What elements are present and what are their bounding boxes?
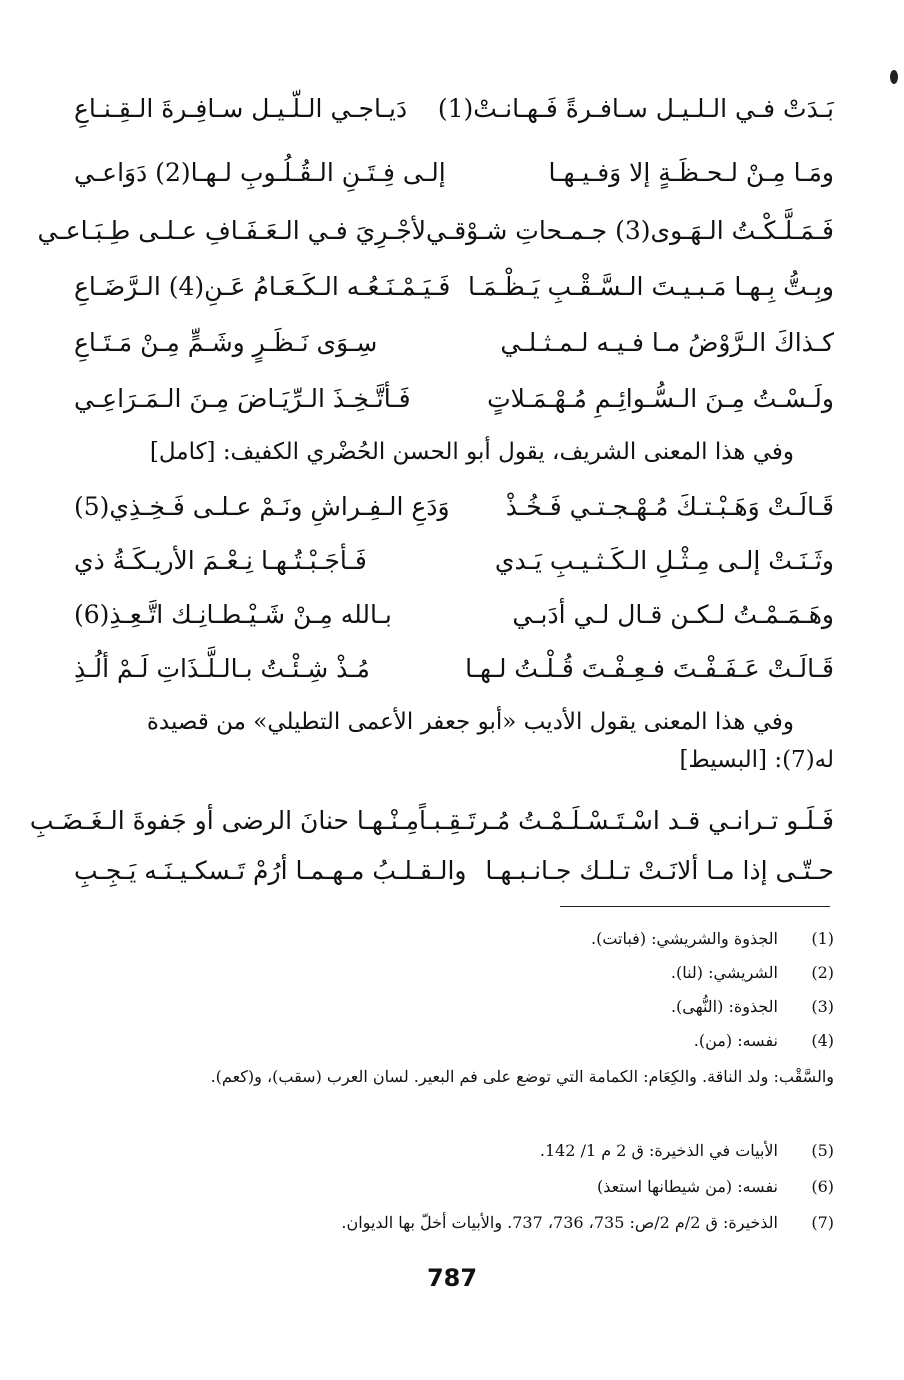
page-number: 787 (426, 1264, 478, 1292)
verse-line (37, 210, 834, 250)
footnote-number: (1) (811, 928, 834, 948)
hemistich-second: سِـوَى نَـظَـرٍ وشَـمٍّ مِـنْ مَـتَـاعِ (74, 327, 378, 357)
footnote-number: (5) (811, 1140, 834, 1160)
verse-line (74, 378, 834, 418)
footnote (74, 992, 834, 1020)
footnote-number: (3) (811, 996, 834, 1016)
hemistich-first: وثَـنَـتْ إلـى مِـثْـلِ الـكَـثـيـبِ يَـدي (494, 545, 834, 575)
footnote-continuation: والسَّقْب: ولد الناقة. والكِعَام: الكمامة التي توضع على فم البعير. لسان العرب (سقب)، و(كعم). (210, 1067, 834, 1086)
hemistich-first: فَـمَـلَّـكْـتُ الـهَـوى(3) جـمـحاتِ شـوْقـي (426, 215, 834, 245)
footnote-text: نفسه: (من شيطانها استعذ) (596, 1176, 778, 1196)
hemistich-first: وبِـتُّ بِـهـا مَـبـيـتَ الـسَّـقْـبِ يَـظْـمَـا (468, 271, 834, 301)
footnote (74, 1026, 834, 1054)
verse-line (74, 648, 834, 688)
verse-line (74, 322, 834, 362)
footnote (74, 1208, 834, 1236)
footnote-text: الشريشي: (لنا). (670, 962, 778, 982)
hemistich-first: قَـالَـتْ وَهَـبْـتـكَ مُـهْـجـتـي فَـخُـذْ (505, 491, 834, 521)
intro-paragraph: وفي هذا المعنى يقول الأديب «أبو جعفر الأعمى التطيلي» من قصيدة (146, 709, 794, 735)
hemistich-first: كـذاكَ الـرَّوْضُ مـا فـيـه لـمـثـلـي (500, 327, 834, 357)
verse-line (74, 486, 834, 526)
verse-line (74, 266, 834, 306)
verse-line (74, 152, 834, 192)
footnote-text: الأبيات في الذخيرة: ق 2 م 1/ 142. (539, 1140, 778, 1160)
footnote (74, 1172, 834, 1200)
footnote-number: (6) (811, 1176, 834, 1196)
hemistich-second: مُـذْ شِـئْـتُ بـالـلَّـذَاتِ لَـمْ ألُـذِ (74, 653, 370, 683)
verse-line (74, 850, 834, 890)
hemistich-second: مِـنْـهـا حنانَ الرضى أو جَفوةَ الـغَـضَـبِ (29, 805, 419, 835)
hemistich-first: بَـدَتْ فـي الـلـيـل سـافـرةً فَـهـانـتْ(1) (437, 93, 834, 123)
hemistich-second: والـقـلـبُ مـهـمـا أرُمْ تَـسكـيـنَـه يَـجِـبِ (74, 855, 467, 885)
footnote-number: (7) (811, 1212, 834, 1232)
hemistich-second: دَيـاجـي الـلّـيـل سـافِـرةَ الـقِـنـاعِ (74, 93, 408, 123)
verse-line (74, 594, 834, 634)
hemistich-second: لأجْـرِيَ فـي الـعَـفَـافِ عـلـى طِـبَـاعـي (37, 215, 427, 245)
footnote-separator (560, 906, 830, 907)
hemistich-second: فَـأتَّـخِـذَ الـرِّيَـاضَ مِـنَ الـمَـرَاعِـي (74, 383, 411, 413)
footnote-text: نفسه: (من). (693, 1030, 778, 1050)
hemistich-first: ولَـسْـتُ مِـنَ الـسُّـوائِـمِ مُـهْـمَـلاتٍ (487, 383, 834, 413)
intro-paragraph-cont: له(7): [البسيط] (679, 747, 834, 773)
hemistich-first: حـتّـى إذا مـا ألانَـتْ تـلـك جـانـبـهـا (485, 855, 834, 885)
hemistich-first: ومَـا مِـنْ لـحـظَـةٍ إلا وَفـيـهـا (548, 157, 834, 187)
footnote (74, 924, 834, 952)
verse-line (29, 800, 834, 840)
hemistich-first: فَـلَـو تـرانـي قـد اسْـتَـسْـلَـمْـتُ مُـرتَـقِـبـاً (418, 805, 834, 835)
margin-mark (890, 70, 898, 84)
footnote-text: الجذوة: (النُّهى). (670, 996, 778, 1016)
hemistich-first: وهَـمَـمْـتُ لـكـن قـال لـي أدَبـي (512, 599, 834, 629)
footnote-text: الذخيرة: ق 2/م 2/ص: 735، 736، 737. والأبيات أخلّ بها الديوان. (341, 1212, 778, 1232)
footnote-text: الجذوة والشريشي: (فباتت). (590, 928, 778, 948)
hemistich-second: فَـأجَـبْـتُـهـا نِـعْـمَ الأريـكَـةُ ذي (74, 545, 367, 575)
hemistich-second: إلـى فِـتَـنِ الـقُـلُـوبِ لـهـا(2) دَوَاعـي (74, 157, 446, 187)
footnote (74, 1136, 834, 1164)
footnote-number: (4) (811, 1030, 834, 1050)
hemistich-second: فَـيَـمْـنَـعُـه الـكَـعَـامُ عَـنِ(4) الـرَّضَـاعِ (74, 271, 451, 301)
intro-paragraph: وفي هذا المعنى الشريف، يقول أبو الحسن الحُضْري الكفيف: [كامل] (149, 439, 794, 465)
hemistich-second: بـالله مِـنْ شَـيْـطـانِـك اتَّـعِـذِ(6) (74, 599, 392, 629)
hemistich-first: قَـالَـتْ عَـفَـفْـتَ فـعِـفْـتَ قُـلْـتُ لـهـا (465, 653, 834, 683)
verse-line (74, 540, 834, 580)
verse-line (74, 88, 834, 128)
footnote-number: (2) (811, 962, 834, 982)
hemistich-second: وَدَعِ الـفِـراشِ ونَـمْ عـلـى فَـخِـذِي(5) (74, 491, 450, 521)
footnote (74, 958, 834, 986)
